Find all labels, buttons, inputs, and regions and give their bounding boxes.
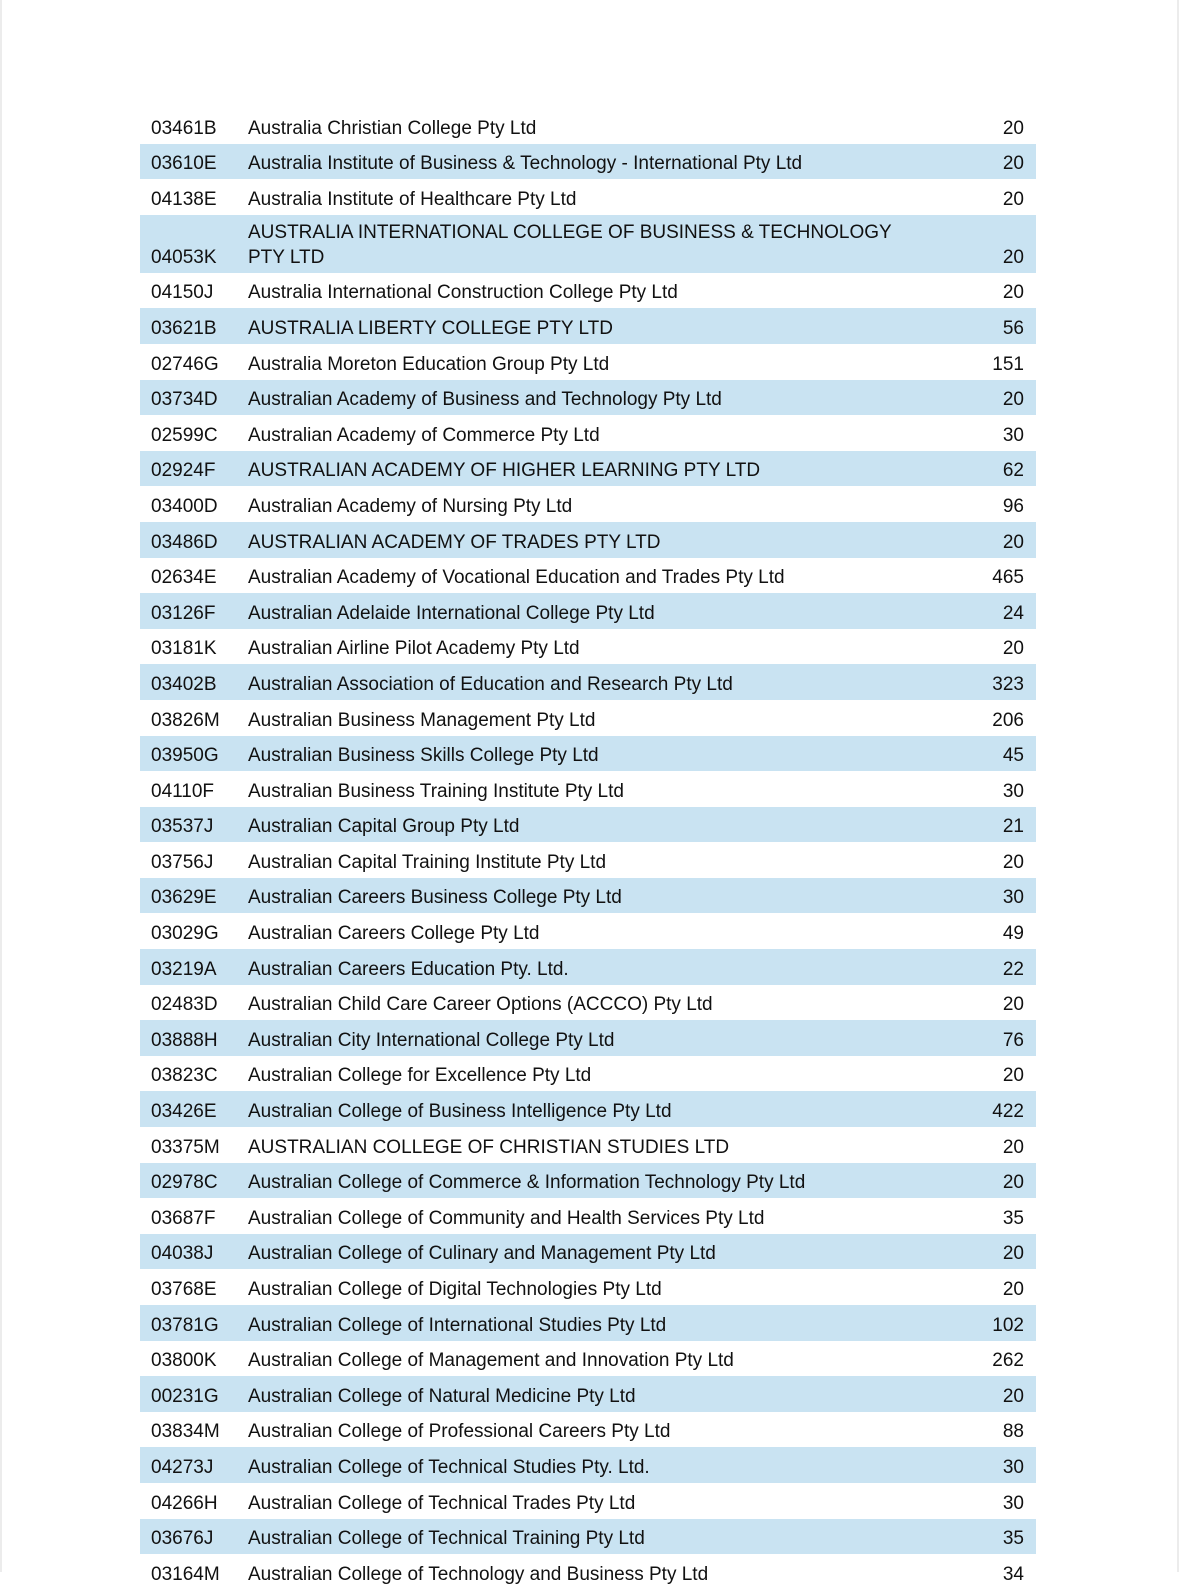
provider-name: Australian Adelaide International College Pty Ltd <box>248 593 926 629</box>
provider-code: 03621B <box>140 308 248 344</box>
provider-count: 30 <box>1002 424 1024 446</box>
provider-code: 04266H <box>151 1492 218 1514</box>
provider-count: 30 <box>926 878 1036 914</box>
provider-count: 102 <box>926 1305 1036 1341</box>
provider-code: 02746G <box>151 353 219 375</box>
provider-code: 03375M <box>151 1136 220 1158</box>
provider-name: Australia Institute of Business & Technology - International Pty Ltd <box>248 144 926 180</box>
provider-name: Australian College of Commerce & Information Technology Pty Ltd <box>248 1163 926 1199</box>
table-row <box>140 700 1036 736</box>
provider-name: Australian Academy of Nursing Pty Ltd <box>248 495 573 517</box>
provider-code: 03164M <box>151 1563 220 1585</box>
provider-name: AUSTRALIAN COLLEGE OF CHRISTIAN STUDIES LTD <box>248 1136 730 1158</box>
table-row <box>140 1376 1036 1412</box>
table-row <box>140 344 1036 380</box>
table-row <box>140 415 1036 451</box>
provider-name: Australian College of Professional Careers Pty Ltd <box>248 1421 671 1443</box>
provider-count: 20 <box>926 1376 1036 1412</box>
table-row <box>140 1091 1036 1127</box>
provider-name: Australian Business Skills College Pty Ltd <box>248 736 926 772</box>
table-row <box>140 144 1036 180</box>
provider-count: 35 <box>1002 1207 1024 1229</box>
provider-count: 20 <box>1002 282 1024 304</box>
provider-count: 88 <box>1002 1421 1024 1443</box>
table-row <box>140 1056 1036 1092</box>
provider-code: 02978C <box>140 1163 248 1199</box>
provider-code: 03834M <box>151 1421 220 1443</box>
provider-count: 422 <box>926 1091 1036 1127</box>
provider-name: Australian Business Management Pty Ltd <box>248 709 596 731</box>
provider-code: 04110F <box>151 780 215 802</box>
provider-code: 03426E <box>140 1091 248 1127</box>
table-row <box>140 1163 1036 1199</box>
provider-code: 03676J <box>140 1519 248 1555</box>
table-row <box>140 842 1036 878</box>
table-row <box>140 1020 1036 1056</box>
provider-name: Australian Capital Training Institute Pty Ltd <box>248 851 607 873</box>
provider-code: 03950G <box>140 736 248 772</box>
provider-code: 03029G <box>151 923 219 945</box>
provider-count: 151 <box>992 353 1024 375</box>
provider-count: 24 <box>926 593 1036 629</box>
provider-name: Australian College of Digital Technologies Pty Ltd <box>248 1279 662 1300</box>
table-row <box>140 522 1036 558</box>
table-row <box>140 486 1036 522</box>
table-row <box>140 215 1036 273</box>
provider-name: Australian Business Training Institute Pty Ltd <box>248 780 624 802</box>
provider-code: 03181K <box>151 638 217 660</box>
provider-code: 04138E <box>151 188 217 210</box>
page-edge-left <box>0 0 2 1572</box>
table-row <box>140 273 1036 309</box>
provider-name: Australian College of Management and Innovation Pty Ltd <box>248 1350 734 1372</box>
provider-code: 02924F <box>140 451 248 487</box>
provider-code: 03781G <box>140 1305 248 1341</box>
table-row <box>140 108 1036 144</box>
provider-count: 262 <box>992 1350 1024 1372</box>
provider-table <box>140 108 1036 1590</box>
provider-count: 20 <box>1002 188 1024 210</box>
table-row <box>140 736 1036 772</box>
table-row <box>140 807 1036 843</box>
provider-count: 96 <box>1002 495 1024 517</box>
provider-count: 465 <box>992 567 1024 589</box>
provider-code: 02634E <box>151 567 217 589</box>
provider-name: AUSTRALIA LIBERTY COLLEGE PTY LTD <box>248 308 926 344</box>
provider-name: Australian Academy of Vocational Education and Trades Pty Ltd <box>248 567 785 589</box>
provider-name: Australian Academy of Commerce Pty Ltd <box>248 424 600 446</box>
provider-count: 20 <box>1002 638 1024 660</box>
provider-name: Australian Airline Pilot Academy Pty Ltd <box>248 638 580 660</box>
provider-count: 20 <box>926 522 1036 558</box>
provider-name: Australia International Construction College Pty Ltd <box>248 282 678 304</box>
provider-count: 206 <box>992 709 1024 731</box>
provider-count: 20 <box>926 144 1036 180</box>
provider-code: 03402B <box>140 664 248 700</box>
provider-count: 22 <box>926 949 1036 985</box>
provider-code: 03826M <box>151 709 220 731</box>
provider-count: 30 <box>1002 1492 1024 1514</box>
provider-code: 03610E <box>140 144 248 180</box>
provider-code: 00231G <box>140 1376 248 1412</box>
table-row <box>140 1341 1036 1377</box>
provider-count: 20 <box>926 1163 1036 1199</box>
provider-name: Australian College of Community and Health Services Pty Ltd <box>248 1207 765 1229</box>
table-row <box>140 308 1036 344</box>
provider-name: Australia Institute of Healthcare Pty Ltd <box>248 188 577 210</box>
provider-count: 35 <box>926 1519 1036 1555</box>
provider-name: AUSTRALIAN ACADEMY OF HIGHER LEARNING PTY LTD <box>248 451 926 487</box>
provider-code: 03461B <box>151 117 217 139</box>
table-row <box>140 913 1036 949</box>
table-row <box>140 1269 1036 1305</box>
table-row <box>140 629 1036 665</box>
provider-name: AUSTRALIAN ACADEMY OF TRADES PTY LTD <box>248 522 926 558</box>
provider-code: 04053K <box>140 215 248 273</box>
provider-count: 20 <box>1002 851 1024 873</box>
provider-code: 03756J <box>151 851 214 873</box>
table-row <box>140 1234 1036 1270</box>
provider-code: 03537J <box>140 807 248 843</box>
provider-count: 20 <box>1002 1136 1024 1158</box>
provider-name: Australia Christian College Pty Ltd <box>248 117 537 139</box>
provider-code: 03800K <box>151 1350 217 1372</box>
provider-table-body <box>140 108 1036 1590</box>
provider-code: 03687F <box>151 1207 216 1229</box>
provider-count: 76 <box>926 1020 1036 1056</box>
provider-count: 20 <box>1002 1065 1024 1087</box>
provider-name: Australian Careers Education Pty. Ltd. <box>248 949 926 985</box>
provider-name: Australian College of Natural Medicine Pty Ltd <box>248 1376 926 1412</box>
provider-name: Australian Capital Group Pty Ltd <box>248 807 926 843</box>
provider-count: 49 <box>1002 923 1024 945</box>
provider-name: Australian College of International Studies Pty Ltd <box>248 1305 926 1341</box>
provider-code: 03486D <box>140 522 248 558</box>
provider-code: 03888H <box>140 1020 248 1056</box>
provider-name: Australian College of Technology and Business Pty Ltd <box>248 1563 709 1585</box>
provider-count: 45 <box>926 736 1036 772</box>
provider-count: 56 <box>926 308 1036 344</box>
provider-name: Australian Child Care Career Options (ACCCO) Pty Ltd <box>248 994 713 1016</box>
table-row <box>140 1447 1036 1483</box>
provider-code: 03219A <box>140 949 248 985</box>
table-row <box>140 1127 1036 1163</box>
table-row <box>140 1412 1036 1448</box>
provider-code: 03734D <box>140 380 248 416</box>
provider-code: 03823C <box>151 1065 218 1087</box>
table-row <box>140 558 1036 594</box>
provider-count: 323 <box>926 664 1036 700</box>
table-row <box>140 593 1036 629</box>
table-row <box>140 949 1036 985</box>
provider-name: Australian Academy of Business and Technology Pty Ltd <box>248 380 926 416</box>
table-row <box>140 1198 1036 1234</box>
provider-name: Australia Moreton Education Group Pty Ltd <box>248 353 610 375</box>
provider-count: 20 <box>926 380 1036 416</box>
table-row <box>140 771 1036 807</box>
provider-count: 20 <box>1002 1279 1024 1300</box>
provider-count: 20 <box>926 1234 1036 1270</box>
table-row <box>140 1483 1036 1519</box>
table-row <box>140 179 1036 215</box>
provider-code: 04038J <box>140 1234 248 1270</box>
provider-name: Australian College of Technical Trades Pty Ltd <box>248 1492 636 1514</box>
provider-count: 34 <box>1002 1563 1024 1585</box>
table-row <box>140 878 1036 914</box>
provider-code: 03400D <box>151 495 218 517</box>
provider-count: 20 <box>1002 117 1024 139</box>
provider-count: 21 <box>926 807 1036 843</box>
provider-name: Australian Careers Business College Pty Ltd <box>248 878 926 914</box>
table-row <box>140 1305 1036 1341</box>
table-row <box>140 380 1036 416</box>
provider-code: 04273J <box>140 1447 248 1483</box>
provider-name: Australian Association of Education and Research Pty Ltd <box>248 664 926 700</box>
provider-count: 62 <box>926 451 1036 487</box>
table-row <box>140 664 1036 700</box>
provider-count: 30 <box>1002 780 1024 802</box>
provider-count: 30 <box>926 1447 1036 1483</box>
provider-code: 03126F <box>140 593 248 629</box>
provider-code: 02483D <box>151 994 218 1016</box>
provider-count: 20 <box>1002 994 1024 1016</box>
provider-code: 02599C <box>151 424 218 446</box>
provider-name: AUSTRALIA INTERNATIONAL COLLEGE OF BUSINESS & TECHNOLOGY PTY LTD <box>248 215 926 273</box>
table-row <box>140 451 1036 487</box>
provider-count: 20 <box>926 215 1036 273</box>
table-row <box>140 1519 1036 1555</box>
provider-name: Australian City International College Pty Ltd <box>248 1020 926 1056</box>
provider-code: 04150J <box>151 282 214 304</box>
provider-name: Australian College of Technical Studies Pty. Ltd. <box>248 1447 926 1483</box>
provider-name: Australian College of Technical Training Pty Ltd <box>248 1519 926 1555</box>
provider-code: 03629E <box>140 878 248 914</box>
table-row <box>140 985 1036 1021</box>
provider-code: 03768E <box>151 1279 217 1300</box>
provider-name: Australian College of Culinary and Management Pty Ltd <box>248 1234 926 1270</box>
provider-name: Australian College of Business Intelligence Pty Ltd <box>248 1091 926 1127</box>
provider-name: Australian Careers College Pty Ltd <box>248 923 540 945</box>
provider-name: Australian College for Excellence Pty Ltd <box>248 1065 592 1087</box>
